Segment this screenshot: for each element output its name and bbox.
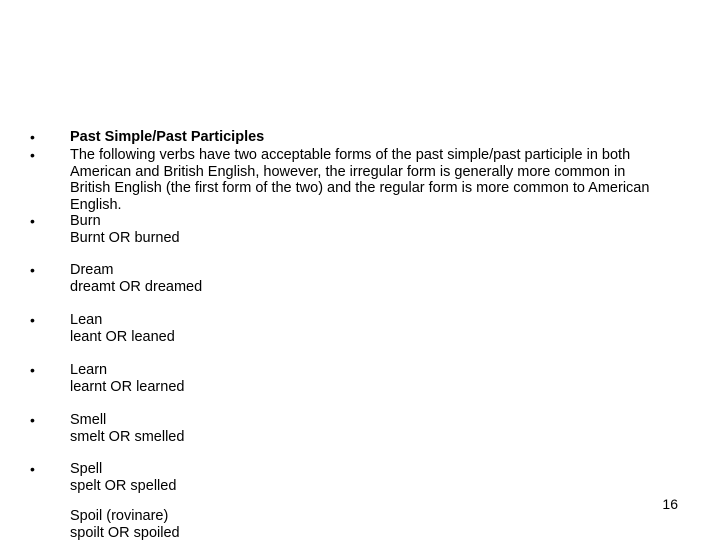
verb-base: Smell — [70, 412, 660, 429]
bullet-icon: • — [30, 362, 35, 379]
verb-base: Spoil (rovinare) — [70, 508, 660, 525]
page-number: 16 — [662, 496, 678, 512]
verb-entry — [70, 461, 660, 494]
verb-base: Burn — [70, 213, 660, 230]
bullet-icon: • — [30, 312, 35, 329]
bullet-icon: • — [30, 129, 35, 146]
verb-forms: Burnt OR burned — [70, 230, 660, 247]
bullet-icon: • — [30, 412, 35, 429]
verb-forms: spoilt OR spoiled — [70, 525, 660, 541]
verb-entry — [70, 508, 660, 541]
bullet-icon: • — [30, 213, 35, 230]
slide-title — [70, 129, 660, 146]
title-text: Past Simple/Past Participles — [70, 129, 660, 146]
verb-base: Learn — [70, 362, 660, 379]
verb-entry — [70, 362, 660, 395]
verb-forms: dreamt OR dreamed — [70, 279, 660, 296]
verb-base: Spell — [70, 461, 660, 478]
verb-forms: smelt OR smelled — [70, 429, 660, 446]
bullet-icon: • — [30, 147, 35, 164]
verb-forms: learnt OR learned — [70, 379, 660, 396]
verb-entry — [70, 312, 660, 345]
bullet-icon: • — [30, 461, 35, 478]
verb-entry — [70, 213, 660, 246]
verb-entry — [70, 262, 660, 295]
intro-paragraph: The following verbs have two acceptable forms of the past simple/past participle in both American and British English, however, the irregular form is generally more common in British English (the first form of the two) and the regular form is more common to American English. — [70, 147, 660, 213]
verb-base: Lean — [70, 312, 660, 329]
verb-entry — [70, 412, 660, 445]
verb-forms: leant OR leaned — [70, 329, 660, 346]
bullet-icon: • — [30, 262, 35, 279]
verb-base: Dream — [70, 262, 660, 279]
verb-forms: spelt OR spelled — [70, 478, 660, 495]
